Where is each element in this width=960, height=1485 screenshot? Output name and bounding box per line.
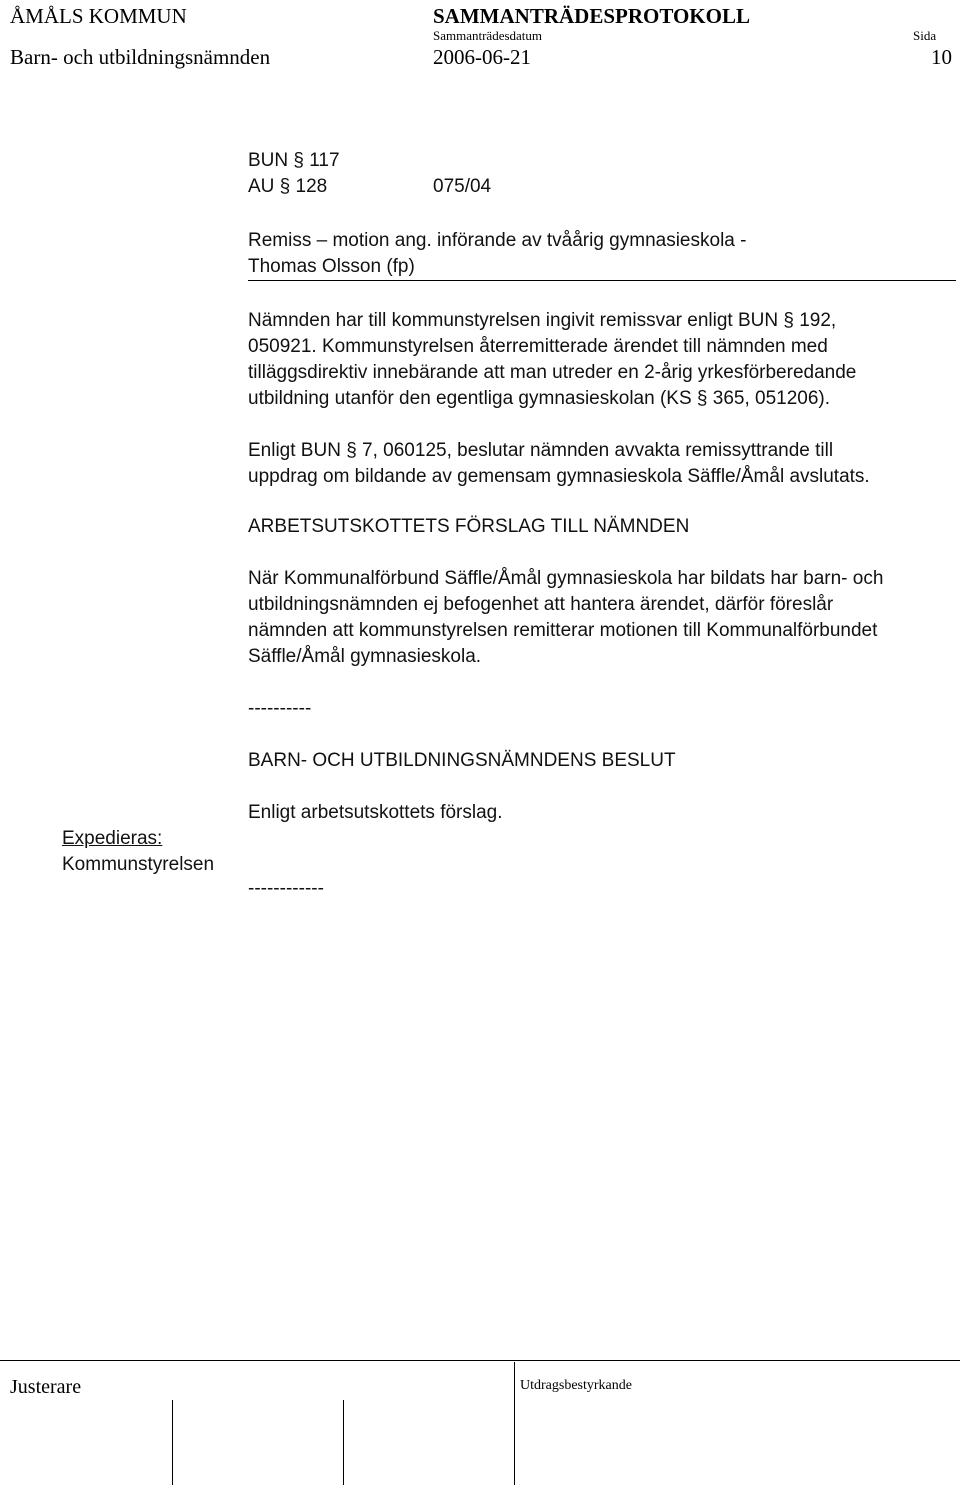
decision-heading: BARN- OCH UTBILDNINGSNÄMNDENS BESLUT	[248, 750, 676, 771]
paragraph-1-line: tilläggsdirektiv innebärande att man utreder en 2-årig yrkesförberedande	[248, 362, 857, 383]
paragraph-2-line: Enligt BUN § 7, 060125, beslutar nämnden avvakta remissyttrande till	[248, 440, 834, 461]
case-title-line1: Remiss – motion ang. införande av tvåårig gymnasieskola -	[248, 230, 747, 251]
diary-number: 075/04	[433, 176, 492, 197]
org-name: ÅMÅLS KOMMUN	[10, 4, 187, 28]
paragraph-1-line: Nämnden har till kommunstyrelsen ingivit remissvar enligt BUN § 192,	[248, 310, 837, 331]
paragraph-3-line: När Kommunalförbund Säffle/Åmål gymnasieskola har bildats har barn- och	[248, 568, 884, 589]
au-proposal-heading: ARBETSUTSKOTTETS FÖRSLAG TILL NÄMNDEN	[248, 516, 690, 537]
recipient: Kommunstyrelsen	[62, 854, 215, 875]
paragraph-2-line: uppdrag om bildande av gemensam gymnasieskola Säffle/Åmål avslutats.	[248, 466, 870, 487]
justerare-label: Justerare	[10, 1376, 82, 1398]
paragraph-1-line: 050921. Kommunstyrelsen återremitterade ärendet till nämnden med	[248, 336, 828, 357]
decision-text: Enligt arbetsutskottets förslag.	[248, 802, 503, 823]
separator-dashes: ----------	[248, 698, 312, 719]
footer-divider	[172, 1400, 173, 1485]
page-number: 10	[931, 45, 952, 69]
end-dashes: ------------	[248, 878, 324, 899]
case-title-line2: Thomas Olsson (fp)	[248, 256, 415, 277]
au-paragraph: AU § 128	[248, 176, 328, 197]
footer-divider	[343, 1400, 344, 1485]
paragraph-1-line: utbildning utanför den egentliga gymnasieskolan (KS § 365, 051206).	[248, 388, 831, 409]
date-label: Sammanträdesdatum	[433, 28, 543, 43]
committee-name: Barn- och utbildningsnämnden	[10, 45, 271, 69]
document-type: SAMMANTRÄDESPROTOKOLL	[433, 4, 750, 28]
expedieras-label: Expedieras:	[62, 828, 163, 849]
footer-top-rule	[0, 1360, 960, 1361]
paragraph-3-line: Säffle/Åmål gymnasieskola.	[248, 646, 482, 667]
utdrag-label: Utdragsbestyrkande	[520, 1378, 632, 1393]
page-label: Sida	[913, 28, 937, 43]
title-rule	[248, 280, 956, 281]
meeting-date: 2006-06-21	[433, 45, 531, 69]
paragraph-3-line: utbildningsnämnden ej befogenhet att hantera ärendet, därför föreslår	[248, 594, 834, 615]
paragraph-3-line: nämnden att kommunstyrelsen remitterar motionen till Kommunalförbundet	[248, 620, 878, 641]
footer-divider	[514, 1362, 515, 1485]
bun-paragraph: BUN § 117	[248, 150, 340, 171]
